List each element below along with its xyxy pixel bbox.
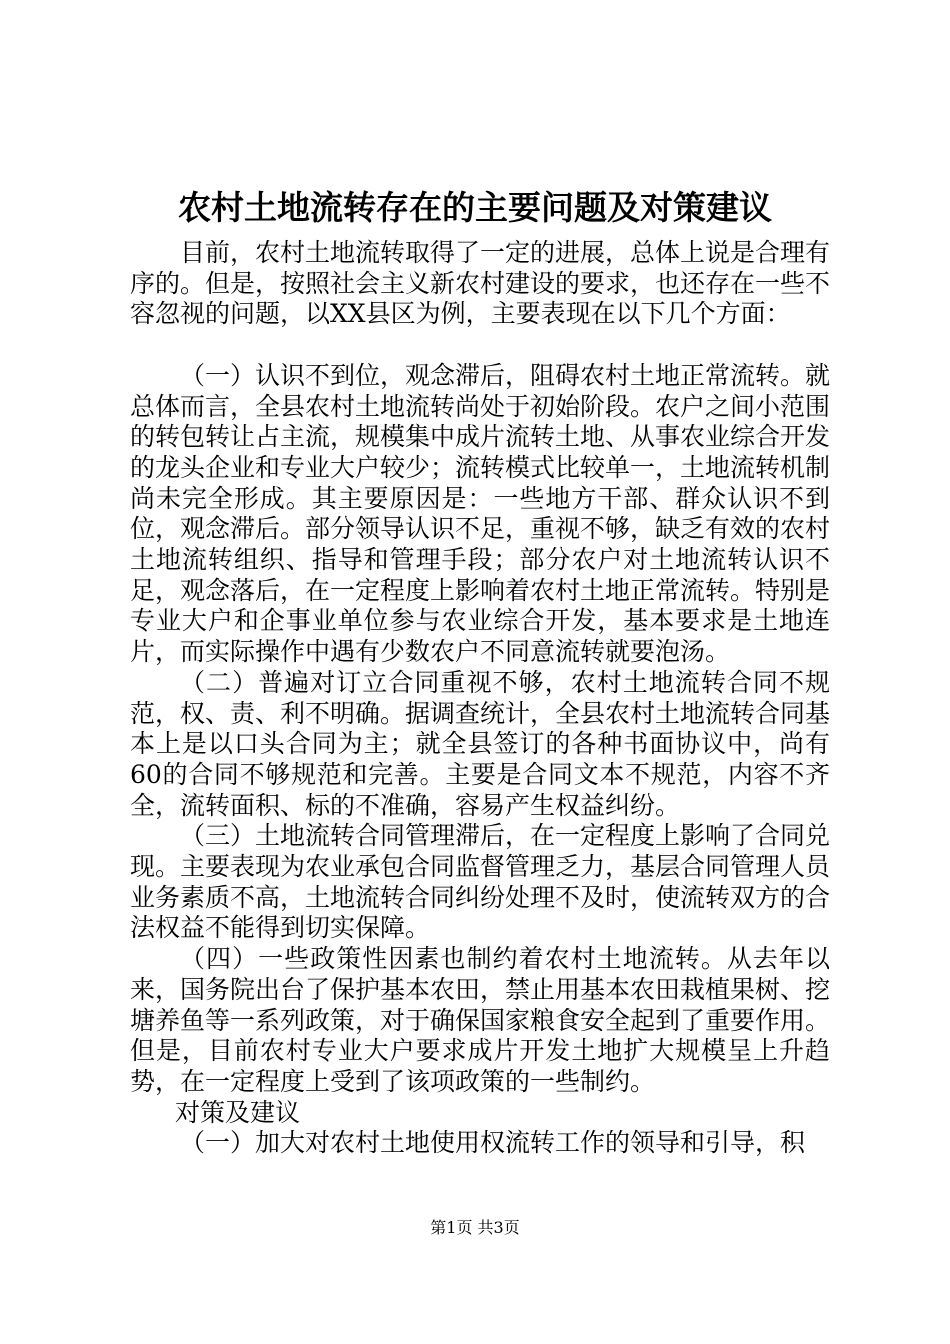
document-body	[130, 238, 830, 1159]
paragraph-suggestion-1: （一）加大对农村土地使用权流转工作的领导和引导，积	[180, 1128, 806, 1158]
paragraph-issue-1: （一）认识不到位，观念滞后，阻碍农村土地正常流转。就总体而言，全县农村土地流转尚处于初始阶段。农户之间小范围的转包转让占主流，规模集中成片流转土地、从事农业综合开发的龙头企业和专业大户较少；流转模式比较单一，土地流转机制尚未完全形成。其主要原因是：一些地方干部、群众认识不到位，观念滞后。部分领导认识不足，重视不够，缺乏有效的农村土地流转组织、指导和管理手段；部分农户对土地流转认识不足，观念落后，在一定程度上影响着农村土地正常流转。特别是专业大户和企事业单位参与农业综合开发，基本要求是土地连片，而实际操作中遇有少数农户不同意流转就要泡汤。	[130, 360, 831, 667]
page-footer: 第1页 共3页	[430, 1218, 520, 1237]
document-title: 农村土地流转存在的主要问题及对策建议	[178, 188, 772, 227]
paragraph-intro: 目前，农村土地流转取得了一定的进展，总体上说是合理有序的。但是，按照社会主义新农村建设的要求，也还存在一些不容忽视的问题，以XX县区为例，主要表现在以下几个方面：	[130, 238, 831, 329]
paragraph-issue-3: （三）土地流转合同管理滞后，在一定程度上影响了合同兑现。主要表现为农业承包合同监督管理乏力，基层合同管理人员业务素质不高，土地流转合同纠纷处理不及时，使流转双方的合法权益不能得到切实保障。	[130, 821, 831, 943]
paragraph-issue-4: （四）一些政策性因素也制约着农村土地流转。从去年以来，国务院出台了保护基本农田，禁止用基本农田栽植果树、挖塘养鱼等一系列政策，对于确保国家粮食安全起到了重要作用。但是，目前农村专业大户要求成片开发土地扩大规模呈上升趋势，在一定程度上受到了该项政策的一些制约。	[130, 944, 831, 1096]
paragraph-issue-2: （二）普遍对订立合同重视不够，农村土地流转合同不规范，权、责、利不明确。据调查统计，全县农村土地流转合同基本上是以口头合同为主；就全县签订的各种书面协议中，尚有60的合同不够规范和完善。主要是合同文本不规范，内容不齐全，流转面积、标的不准确，容易产生权益纠纷。	[130, 667, 831, 820]
section-heading-suggestions: 对策及建议	[175, 1097, 301, 1127]
